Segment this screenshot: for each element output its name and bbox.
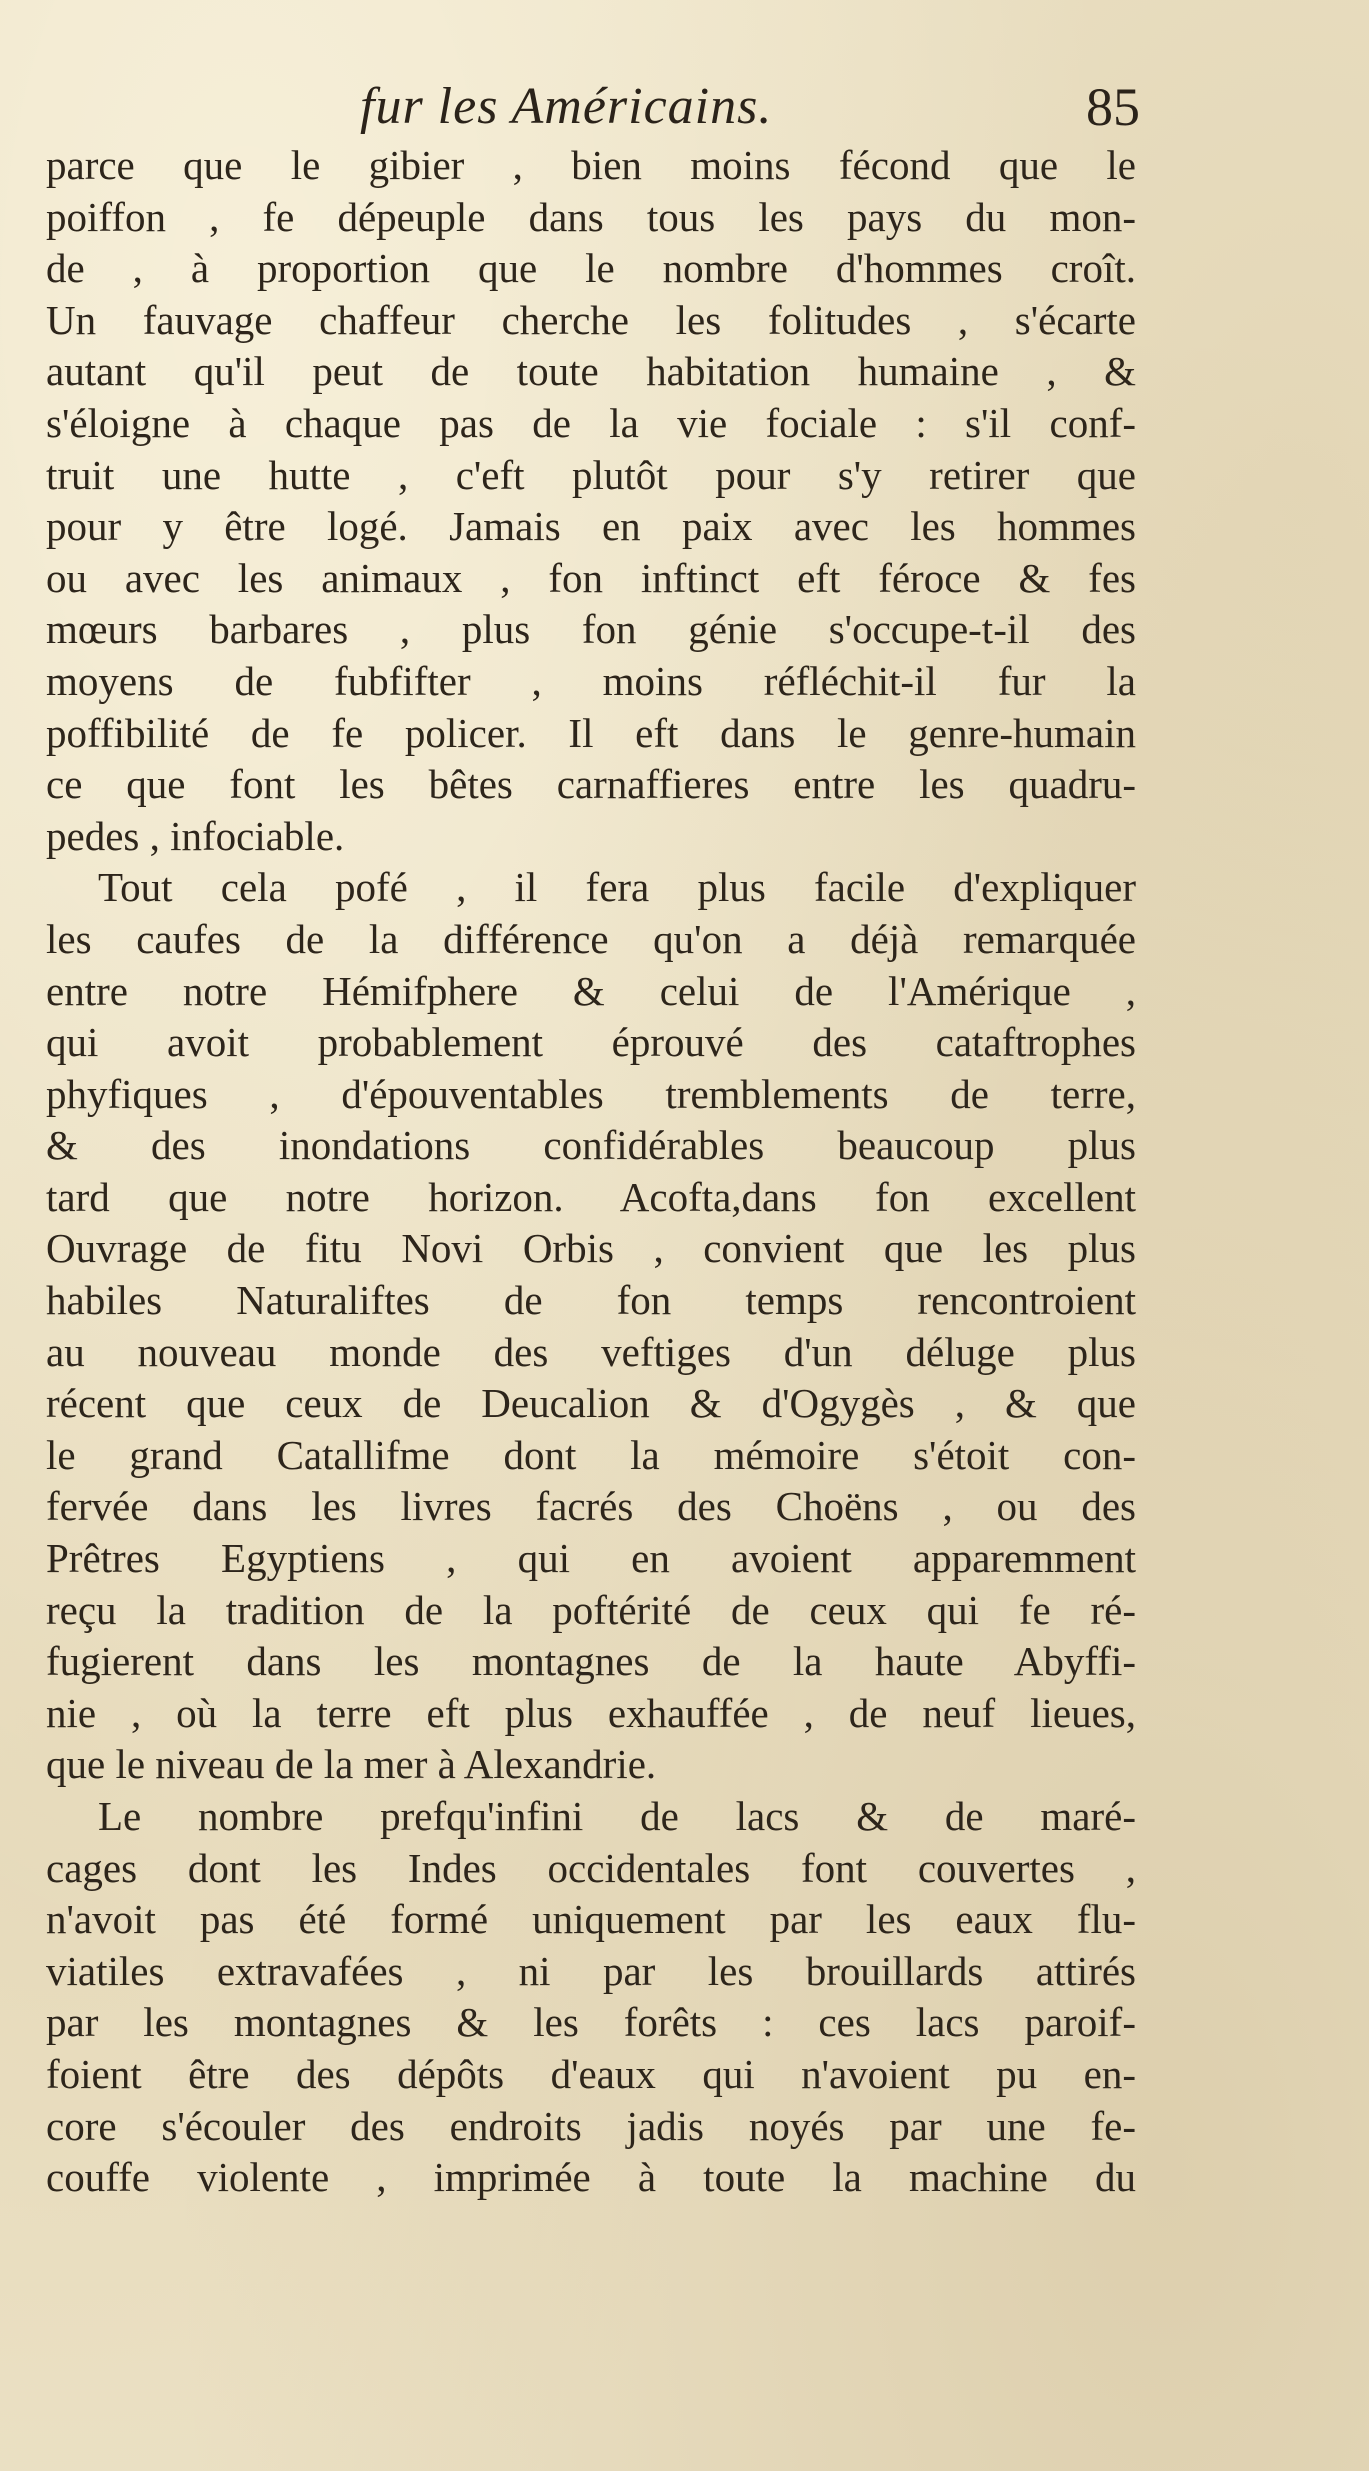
text-line: Ouvrage de fitu Novi Orbis , convient que les plus [46, 1225, 1136, 1272]
text-line: les caufes de la différence qu'on a déjà remarquée [46, 915, 1136, 962]
text-line: s'éloigne à chaque pas de la vie fociale : s'il conf- [46, 399, 1136, 446]
text-line: poffibilité de fe policer. Il eft dans le genre-humain [46, 709, 1136, 756]
text-line: Un fauvage chaffeur cherche les folitudes , s'écarte [46, 296, 1136, 343]
text-line: moyens de fubfifter , moins réfléchit-il fur la [46, 657, 1136, 704]
text-line: pedes , infociable. [46, 812, 345, 859]
text-line: le grand Catallifme dont la mémoire s'étoit con- [46, 1431, 1136, 1478]
text-line: pour y être logé. Jamais en paix avec les hommes [46, 503, 1136, 550]
text-line: fugierent dans les montagnes de la haute Abyffi- [46, 1638, 1136, 1685]
text-line: récent que ceux de Deucalion & d'Ogygès , & que [46, 1380, 1136, 1427]
body-text [46, 140, 1136, 2204]
text-line: reçu la tradition de la poftérité de ceux qui fe ré- [46, 1586, 1136, 1633]
text-line: mœurs barbares , plus fon génie s'occupe-t-il des [46, 606, 1136, 653]
page-number: 85 [1086, 77, 1140, 137]
text-line: phyfiques , d'épouventables tremblements de terre, [46, 1070, 1136, 1117]
text-line: qui avoit probablement éprouvé des cataftrophes [46, 1019, 1136, 1066]
text-line: truit une hutte , c'eft plutôt pour s'y retirer que [46, 451, 1136, 498]
text-line: ou avec les animaux , fon inftinct eft féroce & fes [46, 554, 1136, 601]
text-line: que le niveau de la mer à Alexandrie. [46, 1741, 657, 1788]
text-line: ce que font les bêtes carnaffieres entre les quadru- [46, 761, 1136, 808]
text-line: au nouveau monde des veftiges d'un déluge plus [46, 1328, 1136, 1375]
running-title: fur les Américains. [360, 78, 773, 135]
text-line: de , à proportion que le nombre d'hommes croît. [46, 245, 1136, 292]
text-line: habiles Naturaliftes de fon temps rencontroient [46, 1277, 1136, 1324]
text-line: viatiles extravafées , ni par les brouillards attirés [46, 1947, 1136, 1994]
text-line: entre notre Hémifphere & celui de l'Amérique , [46, 967, 1136, 1014]
text-line: parce que le gibier , bien moins fécond que le [46, 142, 1136, 188]
text-line: foient être des dépôts d'eaux qui n'avoient pu en- [46, 2050, 1136, 2097]
text-line: Le nombre prefqu'infini de lacs & de maré- [98, 1793, 1136, 1839]
text-line: poiffon , fe dépeuple dans tous les pays du mon- [46, 193, 1136, 240]
text-line: & des inondations confidérables beaucoup plus [46, 1122, 1136, 1169]
text-line: autant qu'il peut de toute habitation humaine , & [46, 348, 1136, 395]
text-line: cages dont les Indes occidentales font couvertes , [46, 1844, 1136, 1891]
running-head [50, 72, 1140, 142]
text-line: fervée dans les livres facrés des Choëns , ou des [46, 1483, 1136, 1530]
text-line: Tout cela pofé , il fera plus facile d'expliquer [98, 864, 1136, 911]
text-line: par les montagnes & les forêts : ces lacs paroif- [46, 1999, 1136, 2046]
text-line: n'avoit pas été formé uniquement par les eaux flu- [46, 1896, 1136, 1943]
text-line: nie , où la terre eft plus exhauffée , de neuf lieues, [46, 1689, 1136, 1736]
text-line: core s'écouler des endroits jadis noyés par une fe- [46, 2102, 1136, 2149]
text-line: couffe violente , imprimée à toute la machine du [46, 2154, 1136, 2201]
text-line: Prêtres Egyptiens , qui en avoient apparemment [46, 1535, 1136, 1582]
text-line: tard que notre horizon. Acofta,dans fon excellent [46, 1173, 1136, 1220]
